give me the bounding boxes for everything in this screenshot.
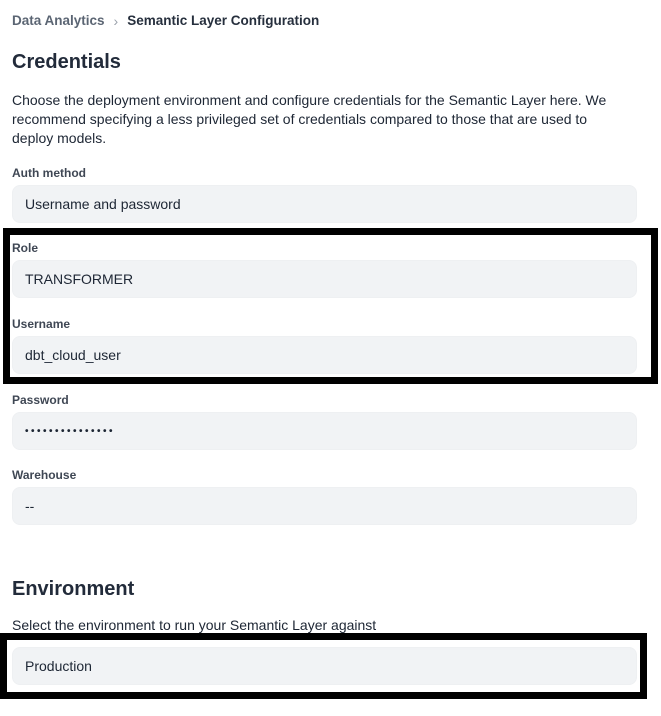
auth-method-label: Auth method (12, 166, 86, 180)
environment-select[interactable]: Production (12, 647, 637, 685)
username-input[interactable]: dbt_cloud_user (12, 336, 637, 374)
warehouse-group (12, 468, 637, 525)
breadcrumb-item-data-analytics[interactable]: Data Analytics (12, 13, 105, 28)
annotation-highlight-role-username (3, 228, 658, 384)
credentials-description: Choose the deployment environment and configure credentials for the Semantic Layer here. We recommend specifying a less privileged set of credentials compared to those that are used to deploy models. (12, 92, 607, 146)
role-group (12, 241, 637, 298)
password-group (12, 393, 637, 450)
breadcrumb (0, 0, 661, 28)
auth-method-input[interactable]: Username and password (12, 185, 637, 223)
environment-group (12, 647, 637, 685)
warehouse-label: Warehouse (12, 468, 77, 482)
password-label: Password (12, 393, 69, 407)
warehouse-input[interactable]: -- (12, 487, 637, 525)
role-input[interactable]: TRANSFORMER (12, 260, 637, 298)
breadcrumb-item-current: Semantic Layer Configuration (127, 13, 320, 28)
role-label: Role (12, 241, 39, 255)
auth-method-group (12, 166, 637, 223)
environment-description: Select the environment to run your Semantic Layer against (12, 617, 377, 633)
username-group (12, 317, 637, 374)
annotation-highlight-environment (0, 633, 647, 699)
credentials-heading: Credentials (12, 51, 121, 73)
environment-heading: Environment (12, 578, 135, 600)
chevron-right-icon: › (113, 12, 119, 29)
password-input[interactable]: ••••••••••••••• (12, 412, 637, 450)
username-label: Username (12, 317, 71, 331)
